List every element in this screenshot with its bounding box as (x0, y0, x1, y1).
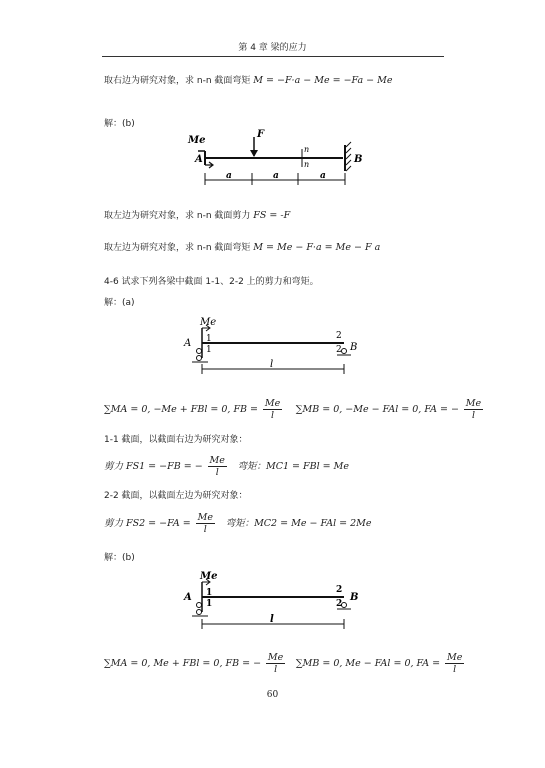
beam-figure-2 (178, 314, 368, 384)
eq1b: ∑MB = 0, −Me − FAl = 0, FA = − (295, 404, 459, 415)
fig3-l: l (270, 614, 274, 625)
fig2-two-bottom: 2 (336, 345, 342, 355)
frac-1-num: Me (264, 398, 281, 409)
fig1-a2: a (273, 171, 279, 181)
frac-4-den: l (203, 524, 207, 535)
text-line-1 (104, 73, 393, 86)
eq2b: 弯矩：MC1 = FBl = Me (237, 461, 349, 472)
text-l2: 解：(b) (104, 119, 135, 129)
text-l5: 4-6 试求下列各梁中截面 1-1、2-2 上的剪力和弯矩。 (104, 277, 319, 287)
beam-figure-1 (180, 125, 380, 200)
frac-5-den: l (274, 664, 278, 675)
eq1a: ∑MA = 0, −Me + FBl = 0, FB = (104, 404, 259, 415)
fig1-a1: a (226, 171, 232, 181)
frac-1 (263, 398, 282, 421)
frac-6-num: Me (447, 652, 463, 663)
eq-l3: FS = -F (253, 210, 291, 221)
eq4a: ∑MA = 0, Me + FBl = 0, FB = − (104, 658, 262, 669)
fig2-b-label: B (350, 342, 358, 353)
eq3a: 剪力 FS2 = −FA = (104, 518, 191, 529)
frac-5 (266, 652, 285, 675)
text-l1: 取右边为研究对象，求 n-n 截面弯矩 (104, 76, 251, 86)
eq4b: ∑MB = 0, Me − FAl = 0, FA = (295, 658, 441, 669)
fig1-b-label: B (354, 154, 363, 165)
eq-line-4 (104, 652, 466, 675)
frac-3-den: l (215, 467, 219, 478)
fig1-me: Me (188, 135, 206, 146)
page-number: 60 (266, 690, 279, 700)
fig2-one-top: 1 (206, 334, 212, 344)
frac-6 (445, 652, 464, 675)
frac-5-num: Me (267, 652, 284, 663)
fig1-f: F (257, 129, 265, 140)
fig3-one-top: 1 (206, 588, 213, 598)
fig2-a-label: A (184, 338, 192, 349)
fig3-one-bottom: 1 (206, 599, 213, 609)
fig2-one-bottom: 1 (206, 345, 212, 355)
eq-line-1 (104, 398, 485, 421)
text-s1: 1-1 截面，以截面右边为研究对象： (104, 435, 248, 445)
frac-2-den: l (471, 410, 475, 421)
page-header: 第 4 章 梁的应力 (238, 43, 307, 53)
frac-2 (464, 398, 483, 421)
frac-4 (196, 512, 215, 535)
eq-l1: M = −F·a − Me = −Fa − Me (253, 75, 393, 86)
fig1-n-top: n (304, 145, 310, 154)
text-l4: 取左边为研究对象，求 n-n 截面弯矩 (104, 243, 251, 253)
frac-1-den: l (271, 410, 275, 421)
eq-line-2 (104, 455, 349, 478)
text-l7: 解：(b) (104, 553, 135, 563)
fig3-two-bottom: 2 (336, 599, 343, 609)
frac-3-num: Me (209, 455, 225, 466)
eq3b: 弯矩：MC2 = Me − FAl = 2Me (225, 518, 372, 529)
frac-4-num: Me (197, 512, 213, 523)
eq2a: 剪力 FS1 = −FB = − (104, 461, 203, 472)
fig3-a-label: A (184, 592, 192, 603)
fig2-me: Me (200, 317, 217, 328)
text-line-4 (104, 240, 380, 253)
fig1-a3: a (320, 171, 326, 181)
fig1-a-label: A (195, 154, 203, 165)
fig3-b-label: B (350, 592, 359, 603)
text-s2: 2-2 截面，以截面左边为研究对象： (104, 491, 248, 501)
header-rule (102, 56, 444, 57)
eq-line-3 (104, 512, 372, 535)
frac-2-num: Me (465, 398, 482, 409)
fig3-two-top: 2 (336, 585, 343, 595)
fig3-me: Me (200, 571, 218, 582)
text-line-3 (104, 208, 290, 221)
eq-l4: M = Me − F·a = Me − F a (253, 242, 381, 253)
beam-figure-3 (178, 570, 368, 640)
text-l3: 取左边为研究对象，求 n-n 截面剪力 (104, 211, 251, 221)
frac-3 (208, 455, 227, 478)
fig2-l: l (270, 359, 274, 370)
text-l6: 解：(a) (104, 298, 135, 308)
fig2-two-top: 2 (336, 331, 342, 341)
fig1-n-bottom: n (304, 160, 310, 169)
frac-6-den: l (453, 664, 457, 675)
